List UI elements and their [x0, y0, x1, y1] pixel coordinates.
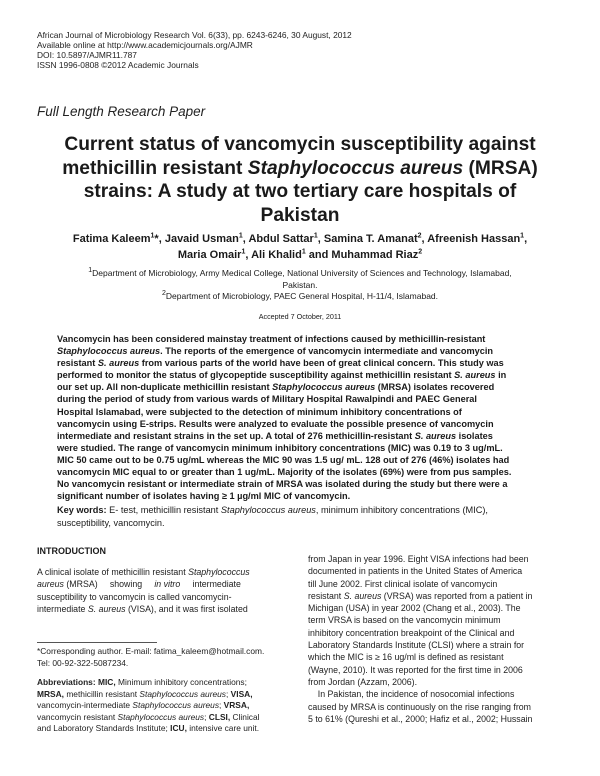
- section-heading-introduction: INTRODUCTION: [37, 546, 106, 556]
- author: Maria Omair: [177, 249, 242, 261]
- author: Afreenish Hassan: [427, 233, 521, 245]
- author: Ali Khalid: [251, 249, 302, 261]
- footnote-divider: [37, 642, 157, 643]
- author-list: [40, 231, 560, 263]
- doi: DOI: 10.5897/AJMR11.787: [37, 50, 137, 60]
- left-column-text: A clinical isolate of methicillin resistant Staphylococcus aureus (MRSA) showing in vitro intermediate susceptibility to vancomycin is called vancomycin- intermediate S. aureus (VISA), and it was first isolated: [37, 567, 250, 614]
- affiliation: $^2$Department of Microbiology, PAEC General Hospital, H-11/4, Islamabad.: [161, 290, 439, 301]
- title-line: strains: A study at two tertiary care hospitals of: [83, 181, 517, 202]
- paper-type: Full Length Research Paper: [37, 104, 206, 119]
- journal-citation: African Journal of Microbiology Research Vol. 6(33), pp. 6243-6246, 30 August, 2012: [37, 30, 352, 40]
- author-line: Fatima Kaleem$^1$*, Javaid Usman$^1$, Abdul Sattar$^1$, Samina T. Amanat$^2$, Afreenish Hassan$^1$,: [72, 232, 528, 245]
- abstract: Vancomycin has been considered mainstay treatment of infections caused by methicillin-resistant Staphylococcus aureus. The reports of the emergence of vancomycin intermediate and vancomycin resistant S. aureus from various parts of the world have been of great clinical concern. This study was performed to monitor the status of glycopeptide susceptibility against methicillin resistant S. aureus in our set up. All non-duplicate methicillin resistant Staphylococcus aureus (MRSA) isolates recovered during the period of study from various wards of Military Hospital Rawalpindi and PAEC General Hospital Islamabad, were subjected to the detection of minimum inhibitory concentrations of vancomycin using E-strips. Results were analyzed to evaluate the possible presence of vancomycin intermediate and resistant strains in the set up. A total of 276 methicillin-resistant S. aureus isolates were studied. The range of vancomycin minimum inhibitory concentrations (MIC) was 0.19 to 3 ug/mL. MIC 50 came out to be 0.75 ug/mL whereas the MIC 90 was 1.5 ug/ mL. 128 out of 276 (46%) isolates had vancomycin MIC equal to or greater than 1 ug/mL. Majority of the isolates (69%) were from pus samples. No vancomycin resistant or intermediate strain of MRSA was isolated during the study but there were a significant number of isolates having ≥ 1 µg/ml MIC of vancomycin.: [57, 334, 512, 502]
- right-column-text: from Japan in year 1996. Eight VISA infections had been documented in patients in the United States of America till June 2002. First clinical isolate of vancomycin resistant S. aureus (VRSA) was reported from a patient in Michigan (USA) in year 2002 (Chang et al., 2003). The term VRSA is based on the vancomycin minimum inhibitory concentration breakpoint of the Clinical and Laboratory Standards Institute (CLSI) where a strain for which the MIC is ≥ 16 ug/ml is defined as resistant (Wayne, 2010). It was reported for the first time in 2006 from Jordan (Azzam, 2006). In Pakistan, the incidence of nosocomial infections caused by MRSA is continuously on the rise ranging from 5 to 61% (Qureshi et al., 2000; Hafiz et al., 2002; Hussain: [308, 554, 533, 724]
- author-line: Maria Omair$^1$, Ali Khalid$^1$ and Muhammad Riaz$^2$: [177, 248, 423, 261]
- title-line: Current status of vancomycin susceptibility against: [64, 134, 536, 155]
- affiliation: $^1$Department of Microbiology, Army Medical College, National University of Sciences and Technology, Islamabad,: [88, 267, 512, 278]
- paper-title: [40, 133, 560, 227]
- title-line: Pakistan: [260, 204, 340, 226]
- keywords-label: Key words:: [57, 505, 107, 515]
- issn: ISSN 1996-0808 ©2012 Academic Journals: [37, 60, 199, 70]
- author: Fatima Kaleem: [72, 233, 151, 245]
- affiliation-cont: Pakistan.: [282, 279, 318, 290]
- keywords: Key words: E- test, methicillin resistant Staphylococcus aureus, minimum inhibitory concentrations (MIC), susceptibility, vancomycin.: [57, 505, 488, 528]
- abbreviations: Abbreviations: MIC, Minimum inhibitory concentrations; MRSA, methicillin resistant Staphylococcus aureus; VISA, vancomycin-intermediate Staphylococcus aureus; VRSA, vancomycin resistant Staphylococcus aureus; CLSI, Clinical and Laboratory Standards Institute; ICU, intensive care unit.: [37, 677, 260, 733]
- journal-header: [37, 30, 352, 70]
- author: Javaid Usman: [164, 233, 239, 245]
- accepted-date: Accepted 7 October, 2011: [258, 312, 342, 321]
- title-line: methicillin resistant Staphylococcus aureus (MRSA): [62, 157, 538, 179]
- author: Muhammad Riaz: [331, 249, 419, 261]
- corresponding-author: *Corresponding author. E-mail: fatima_kaleem@hotmail.com. Tel: 00-92-322-5087234.: [37, 646, 265, 668]
- online-availability: Available online at http://www.academicjournals.org/AJMR: [37, 40, 253, 50]
- affiliations: [40, 268, 560, 303]
- author: Abdul Sattar: [248, 233, 314, 245]
- author: Samina T. Amanat: [323, 233, 418, 245]
